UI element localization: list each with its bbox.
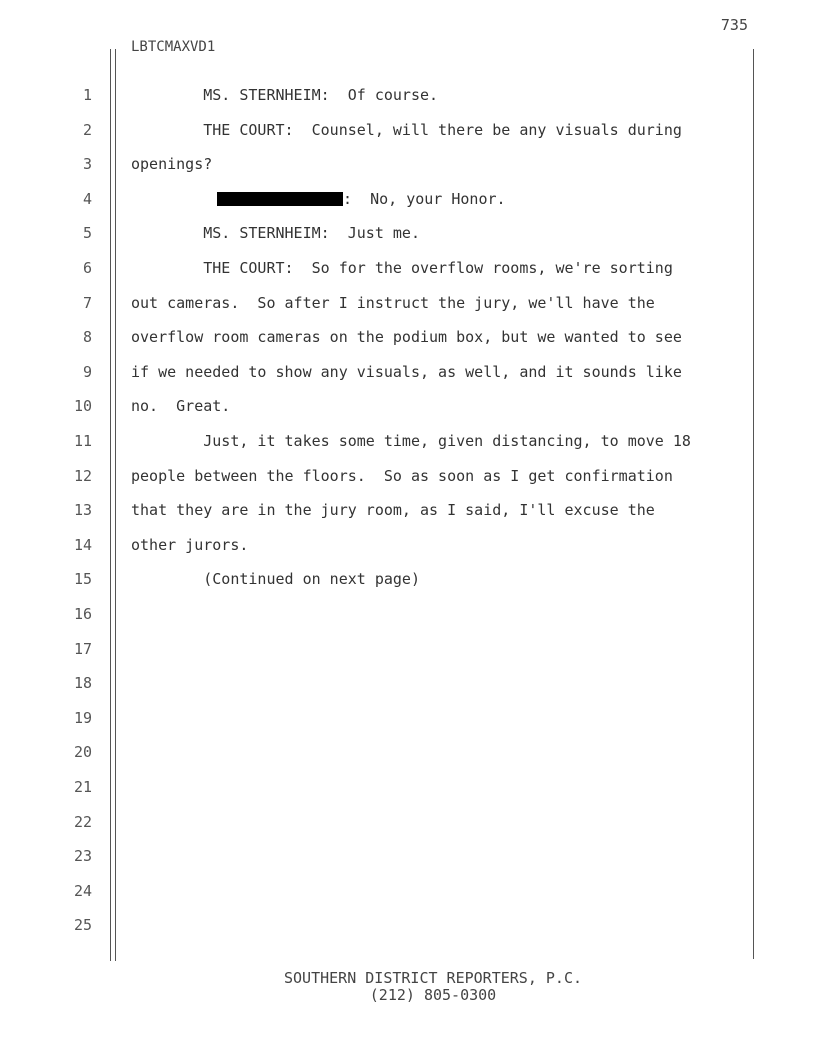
footer-phone: (212) 805-0300 bbox=[369, 986, 497, 1004]
transcript-line: that they are in the jury room, as I said, I'll excuse the bbox=[131, 501, 655, 519]
line-number: 11 bbox=[73, 432, 92, 450]
left-margin-rule-inner bbox=[115, 49, 116, 961]
transcript-line: THE COURT: Counsel, will there be any visuals during bbox=[131, 121, 682, 139]
transcript-line: MS. STERNHEIM: Just me. bbox=[131, 224, 420, 242]
line-number: 13 bbox=[73, 501, 92, 519]
left-margin-rule-outer bbox=[110, 49, 111, 961]
redacted-speaker-line: : No, your Honor. bbox=[343, 190, 506, 208]
line-number: 7 bbox=[82, 294, 92, 312]
line-number: 18 bbox=[73, 674, 92, 692]
line-number: 2 bbox=[82, 121, 92, 139]
line-number: 1 bbox=[82, 86, 92, 104]
line-number: 15 bbox=[73, 570, 92, 588]
line-number: 16 bbox=[73, 605, 92, 623]
line-number: 21 bbox=[73, 778, 92, 796]
transcript-line: Just, it takes some time, given distancing, to move 18 bbox=[131, 432, 691, 450]
redaction-block bbox=[217, 192, 343, 206]
transcript-line: overflow room cameras on the podium box, but we wanted to see bbox=[131, 328, 682, 346]
transcript-id: LBTCMAXVD1 bbox=[131, 39, 216, 55]
transcript-line: people between the floors. So as soon as I get confirmation bbox=[131, 467, 673, 485]
line-number: 24 bbox=[73, 882, 92, 900]
transcript-line: MS. STERNHEIM: Of course. bbox=[131, 86, 439, 104]
footer-reporter: SOUTHERN DISTRICT REPORTERS, P.C. bbox=[283, 969, 582, 987]
line-number: 14 bbox=[73, 536, 92, 554]
transcript-line: if we needed to show any visuals, as well, and it sounds like bbox=[131, 363, 682, 381]
line-number: 12 bbox=[73, 467, 92, 485]
line-number: 17 bbox=[73, 640, 92, 658]
line-number: 9 bbox=[82, 363, 92, 381]
right-margin-rule bbox=[753, 49, 754, 959]
transcript-line bbox=[217, 190, 506, 208]
transcript-line: (Continued on next page) bbox=[131, 570, 420, 588]
line-number: 3 bbox=[82, 155, 92, 173]
line-number: 22 bbox=[73, 813, 92, 831]
line-number: 25 bbox=[73, 916, 92, 934]
line-number: 6 bbox=[82, 259, 92, 277]
line-number: 20 bbox=[73, 743, 92, 761]
line-number: 4 bbox=[82, 190, 92, 208]
transcript-line: no. Great. bbox=[131, 397, 231, 415]
transcript-line: out cameras. So after I instruct the jury, we'll have the bbox=[131, 294, 655, 312]
transcript-line: openings? bbox=[131, 155, 213, 173]
line-number: 5 bbox=[82, 224, 92, 242]
line-number: 8 bbox=[82, 328, 92, 346]
line-number: 19 bbox=[73, 709, 92, 727]
transcript-line: THE COURT: So for the overflow rooms, we're sorting bbox=[131, 259, 673, 277]
transcript-line: other jurors. bbox=[131, 536, 249, 554]
line-number: 23 bbox=[73, 847, 92, 865]
line-number: 10 bbox=[73, 397, 92, 415]
page-number: 735 bbox=[720, 16, 748, 34]
